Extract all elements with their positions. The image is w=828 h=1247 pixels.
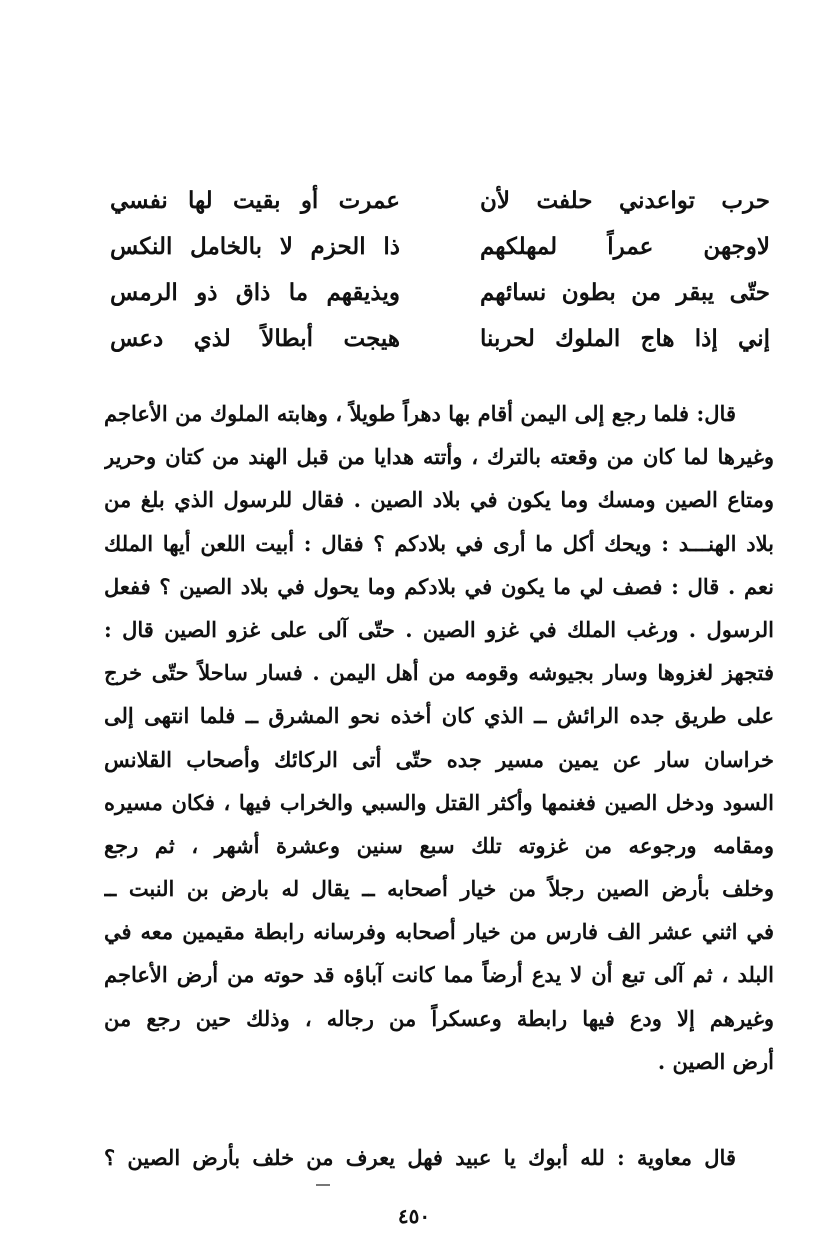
poem-block	[110, 178, 770, 362]
hemistich-left: هيجت أبطالاً لذي دعس	[110, 325, 400, 352]
prose-line: نعم . قال : فصف لي ما يكون في بلادكم وما يحول في بلاد الصين ؟ ففعل	[104, 573, 774, 599]
page-number: ٤٥٠	[397, 1204, 431, 1228]
prose-line: على طريق جده الرائش ــ الذي كان أخذه نحو المشرق ــ فلما انتهى إلى	[104, 703, 774, 729]
prose-line: قال: فلما رجع إلى اليمن أقام بها دهراً طويلاً ، وهابته الملوك من الأعاجم	[104, 401, 736, 426]
prose-line: وغيرها لما كان من وقعته بالترك ، وأتته هدايا من قبل الهند من كتان وحرير	[104, 444, 774, 470]
prose-line: البلد ، ثم آلى تبع أن لا يدع أرضاً مما كانت آباؤه قد حوته من أرض الأعاجم	[104, 962, 774, 988]
prose-line: في اثني عشر الف فارس من خيار أصحابه وفرسانه رابطة مقيمين معه في	[104, 919, 774, 945]
prose-line: بلاد الهنـــد : ويحك أكل ما أرى في بلادكم ؟ فقال : أبيت اللعن أيها الملك	[104, 530, 774, 556]
hemistich-right: حرب تواعدني حلفت لأن	[480, 187, 770, 214]
prose-line: السود ودخل الصين فغنمها وأكثر القتل والسبي والخراب فيها ، فكان مسيره	[104, 789, 774, 815]
hemistich-left: عمرت أو بقيت لها نفسي	[110, 187, 400, 214]
prose-line: وخلف بأرض الصين رجلاً من خيار أصحابه ــ يقال له بارض بن النبت ــ	[104, 876, 774, 902]
poem-verse	[110, 316, 770, 362]
hemistich-right: حتّى يبقر من بطون نسائهم	[480, 279, 770, 306]
prose-line: ومقامه ورجوعه من غزوته تلك سبع سنين وعشرة أشهر ، ثم رجع	[104, 832, 774, 858]
hemistich-left: ذا الحزم لا بالخامل النكس	[110, 233, 400, 260]
hemistich-left: ويذيقهم ما ذاق ذو الرمس	[110, 279, 400, 306]
hemistich-right: لاوجهن عمراً لمهلكهم	[480, 233, 770, 260]
prose-line: خراسان سار عن يمين مسير جده حتّى أتى الركائك وأصحاب القلانس	[104, 746, 774, 772]
prose-line: فتجهز لغزوها وسار بجيوشه وقومه من أهل اليمن . فسار ساحلاً حتّى خرج	[104, 660, 774, 686]
prose-line: الرسول . ورغب الملك في غزو الصين . حتّى آلى على غزو الصين قال :	[104, 616, 774, 642]
prose-paragraph	[104, 392, 774, 1083]
poem-verse	[110, 270, 770, 316]
prose-line: وغيرهم إلا ودع فيها رابطة وعسكراً من رجاله ، وذلك حين رجع من	[104, 1005, 774, 1031]
hemistich-right: إني إذا هاج الملوك لحربنا	[480, 325, 770, 352]
ink-mark	[316, 1184, 330, 1186]
closing-paragraph	[104, 1136, 774, 1180]
poem-verse	[110, 224, 770, 270]
poem-verse	[110, 178, 770, 224]
prose-line: أرض الصين .	[657, 1048, 774, 1074]
closing-line: قال معاوية : لله أبوك يا عبيد فهل يعرف من خلف بأرض الصين ؟	[104, 1145, 736, 1170]
prose-line: ومتاع الصين ومسك وما يكون في بلاد الصين . فقال للرسول الذي بلغ من	[104, 487, 774, 513]
